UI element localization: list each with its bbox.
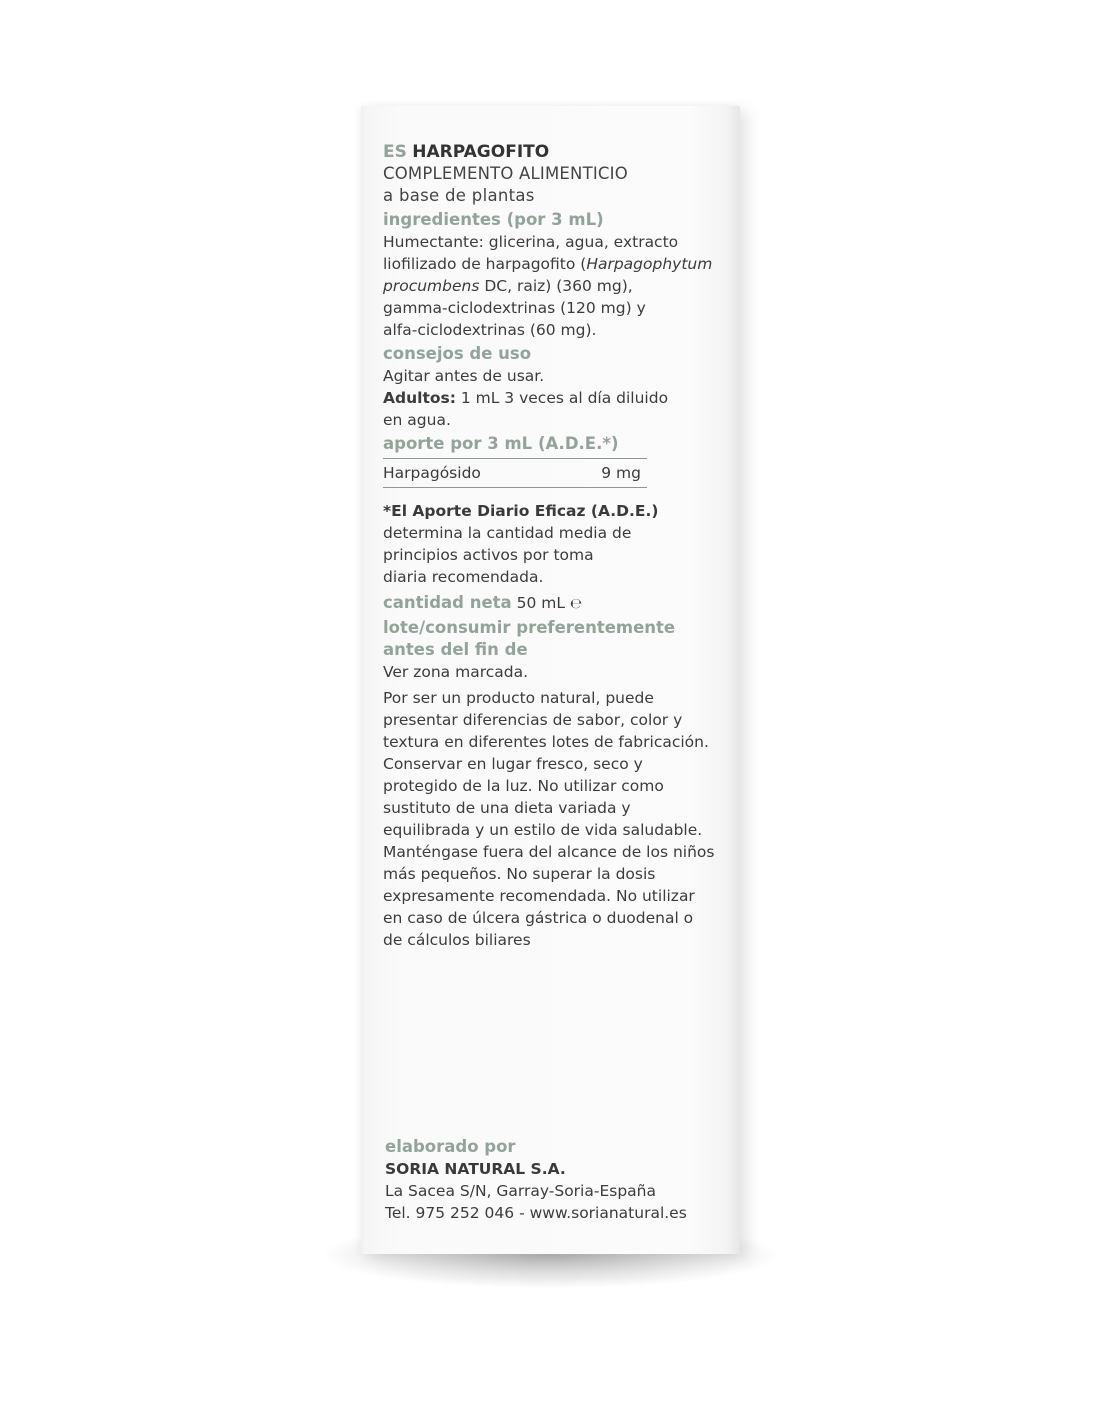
ade-table-row bbox=[383, 458, 647, 488]
warning-line: protegido de la luz. No utilizar como bbox=[383, 777, 664, 795]
warning-line: sustituto de una dieta variada y bbox=[383, 799, 631, 817]
ade-row-value: 9 mg bbox=[601, 464, 641, 482]
warning-line: Conservar en lugar fresco, seco y bbox=[383, 755, 643, 773]
ingredients-line-2: liofilizado de harpagofito (Harpagophytum bbox=[383, 255, 713, 273]
manufacturer-address: La Sacea S/N, Garray-Soria-España bbox=[385, 1182, 656, 1200]
warning-line: equilibrada y un estilo de vida saludable. bbox=[383, 821, 703, 839]
ade-heading: aporte por 3 mL (A.D.E.*) bbox=[383, 434, 619, 453]
warning-line: textura en diferentes lotes de fabricación. bbox=[383, 733, 709, 751]
latin-name-genus: Harpagophytum bbox=[586, 255, 713, 273]
warnings-block bbox=[383, 687, 723, 951]
manufacturer-heading: elaborado por bbox=[385, 1137, 516, 1156]
usage-line-3: en agua. bbox=[383, 411, 451, 429]
manufacturer-contact: Tel. 975 252 046 - www.sorianatural.es bbox=[385, 1204, 687, 1222]
ingredients-line-4: gamma-ciclodextrinas (120 mg) y bbox=[383, 299, 646, 317]
warning-line: Por ser un producto natural, puede bbox=[383, 689, 654, 707]
warning-line: en caso de úlcera gástrica o duodenal o bbox=[383, 909, 694, 927]
ade-row-name: Harpagósido bbox=[383, 464, 481, 482]
ade-note-line-1: determina la cantidad media de bbox=[383, 524, 632, 542]
ingredients-line-1: Humectante: glicerina, agua, extracto bbox=[383, 233, 679, 251]
lot-heading-line-2: antes del fin de bbox=[383, 640, 528, 659]
ade-note-line-3: diaria recomendada. bbox=[383, 568, 544, 586]
ade-note-heading: *El Aporte Diario Eficaz (A.D.E.) bbox=[383, 502, 659, 520]
usage-line-2: Adultos: 1 mL 3 veces al día diluido bbox=[383, 389, 669, 407]
warning-line: presentar diferencias de sabor, color y bbox=[383, 711, 683, 729]
net-heading: cantidad neta bbox=[383, 593, 512, 612]
net-value: 50 mL bbox=[511, 594, 570, 612]
language-code: ES bbox=[383, 142, 407, 162]
lot-heading-line-1: lote/consumir preferentemente bbox=[383, 618, 676, 637]
adults-label: Adultos: bbox=[383, 389, 456, 407]
manufacturer-block bbox=[385, 1136, 715, 1224]
product-title bbox=[383, 141, 723, 163]
estimated-sign-icon: ℮ bbox=[569, 596, 582, 612]
ingredients-heading: ingredientes (por 3 mL) bbox=[383, 210, 604, 229]
warning-line: Manténgase fuera del alcance de los niños bbox=[383, 843, 715, 861]
usage-line-1: Agitar antes de usar. bbox=[383, 367, 545, 385]
net-quantity bbox=[383, 592, 723, 615]
warning-line: de cálculos biliares bbox=[383, 931, 531, 949]
ingredients-line-5: alfa-ciclodextrinas (60 mg). bbox=[383, 321, 597, 339]
label-text-block bbox=[383, 141, 723, 951]
warning-line: expresamente recomendada. No utilizar bbox=[383, 887, 695, 905]
manufacturer-name: SORIA NATURAL S.A. bbox=[385, 1160, 566, 1178]
lot-text: Ver zona marcada. bbox=[383, 663, 529, 681]
warning-line: más pequeños. No superar la dosis bbox=[383, 865, 656, 883]
usage-heading: consejos de uso bbox=[383, 344, 532, 363]
ade-note-line-2: principios activos por toma bbox=[383, 546, 594, 564]
category-line-2: a base de plantas bbox=[383, 186, 535, 205]
latin-name-species: procumbens bbox=[383, 277, 480, 295]
ingredients-line-3: procumbens DC, raiz) (360 mg), bbox=[383, 277, 633, 295]
category-line-1: COMPLEMENTO ALIMENTICIO bbox=[383, 164, 628, 183]
product-name: HARPAGOFITO bbox=[412, 142, 550, 162]
